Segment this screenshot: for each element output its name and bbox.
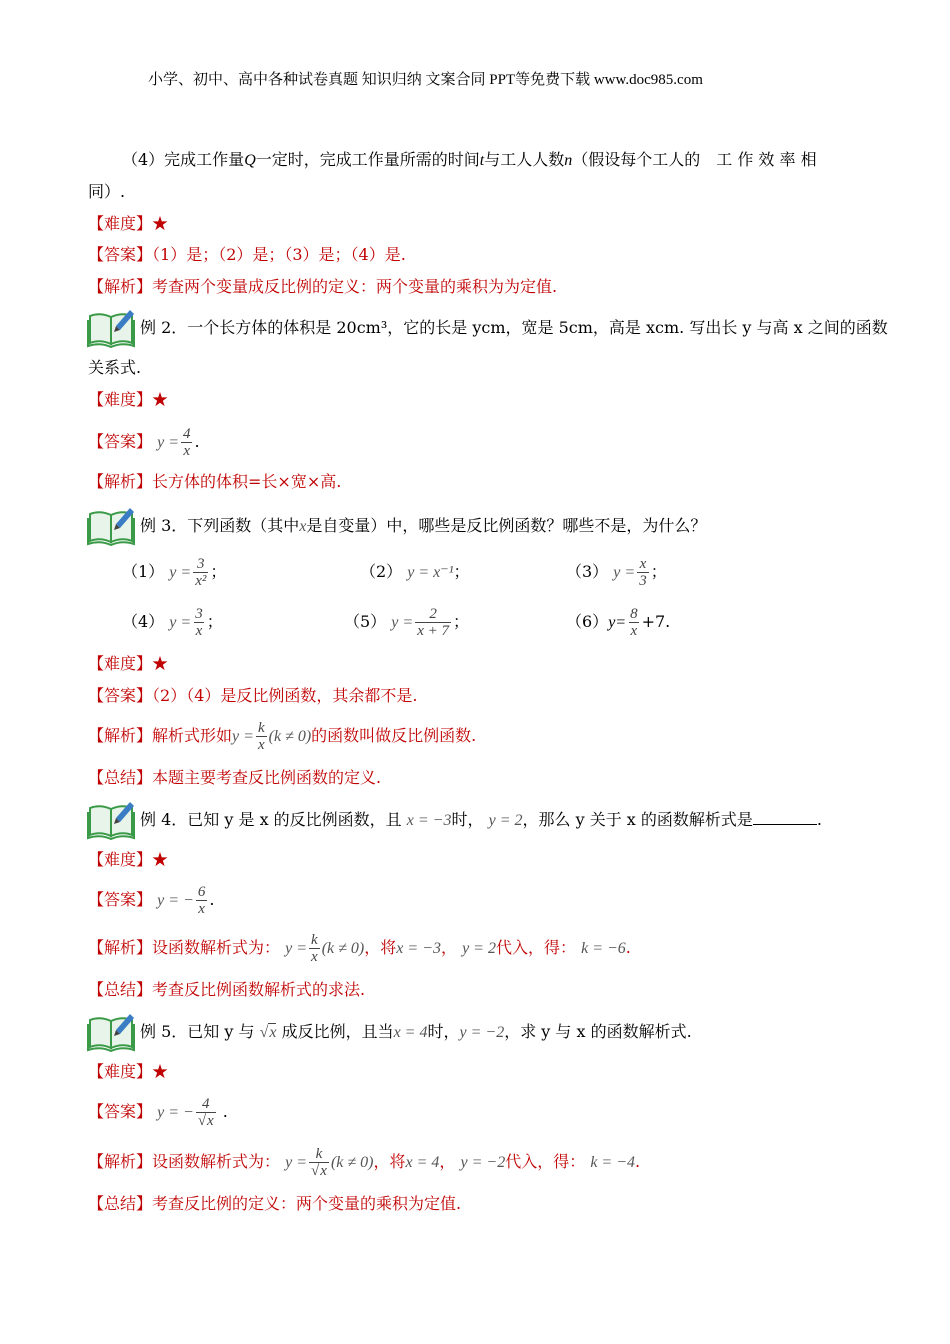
ex3-item-2 <box>360 562 470 583</box>
difficulty-label: 【难度】 <box>88 214 153 233</box>
ex4-analysis-a: 设函数解析式为： <box>152 938 281 957</box>
book-pen-icon <box>86 306 138 348</box>
ex5-analysis-lhs: y = <box>285 1154 308 1171</box>
ex5-analysis-e: . <box>635 1152 641 1171</box>
ex4-answer-fraction <box>196 884 208 917</box>
ex3-difficulty <box>88 654 168 674</box>
answer-label: 【答案】 <box>88 245 153 264</box>
fraction-numerator: k <box>315 1146 323 1162</box>
item-label: （2） <box>360 562 403 581</box>
item-expr: y = x⁻¹ <box>407 564 454 581</box>
ex4-analysis-b: ，将 <box>364 938 397 957</box>
ex5-summary-text: 考查反比例的定义：两个变量的乘积为定值. <box>152 1194 462 1213</box>
ex5-summary <box>88 1194 461 1214</box>
book-pen-icon <box>86 504 138 546</box>
ex5-title-d: ，求 y 与 x 的函数解析式. <box>504 1022 692 1041</box>
ex4-cond-x: x = −3 <box>406 812 452 829</box>
ex3-item-5 <box>344 602 469 643</box>
answer-label: 【答案】 <box>88 890 153 909</box>
ex4-analysis-x: x = −3 <box>396 940 441 957</box>
ex2-analysis-text: 长方体的体积=长×宽×高. <box>152 472 342 491</box>
star-icon: ★ <box>152 1062 169 1081</box>
ex1-answer <box>88 245 406 265</box>
fraction-numerator: k <box>311 932 318 948</box>
ex5-answer-fraction <box>196 1096 216 1129</box>
ex5-analysis-k: k = −4 <box>590 1154 636 1171</box>
answer-label: 【答案】 <box>88 686 153 705</box>
ex5-difficulty <box>88 1062 168 1082</box>
ex1-q-part-a: （4）完成工作量 <box>122 150 245 169</box>
item-tail: ； <box>650 562 667 581</box>
analysis-label: 【解析】 <box>88 726 153 745</box>
ex1-analysis <box>88 277 557 297</box>
ex4-analysis-k: k = −6 <box>581 940 626 957</box>
ex1-question-line1 <box>122 150 817 171</box>
ex1-q-part-d: （假设每个工人的 工 作 效 率 相 <box>572 150 817 169</box>
item-fraction <box>193 606 205 639</box>
ex5-sqrt: √x <box>259 1024 277 1041</box>
ex1-q-var-n: n <box>564 152 573 169</box>
item-label: （4） <box>122 612 165 631</box>
summary-label: 【总结】 <box>88 1194 153 1213</box>
ex4-answer: 【答案】 y = − $\frac{6}{x}$ . <box>88 884 215 917</box>
ex5-cond-y: y = −2 <box>459 1024 505 1041</box>
item-label: （5） <box>344 612 387 631</box>
ex5-analysis-a: 设函数解析式为： <box>152 1152 281 1171</box>
ex4-title-d: . <box>816 810 823 829</box>
ex3-item-6 <box>566 602 670 643</box>
star-icon: ★ <box>152 850 169 869</box>
item-label: （6） <box>566 612 609 631</box>
ex5-analysis-b: ，将 <box>373 1152 406 1171</box>
fraction-denominator: x + 7 <box>417 623 449 639</box>
ex5-analysis-cond: (k ≠ 0) <box>330 1154 374 1171</box>
ex5-analysis-fraction <box>309 1146 329 1179</box>
fraction-denominator: x <box>195 623 203 639</box>
ex2-title: 例 2．一个长方体的体积是 20cm³，它的长是 ycm，宽是 5cm，高是 xcm. 写出长 y 与高 x 之间的函数 <box>140 318 888 337</box>
page-header[interactable]: 小学、初中、高中各种试卷真题 知识归纳 文案合同 PPT等免费下载 www.doc985.com <box>148 72 703 88</box>
fraction-numerator: 6 <box>197 884 206 900</box>
item-tail: ； <box>206 612 223 631</box>
ex3-analysis-fraction <box>256 720 267 753</box>
fraction-numerator: 4 <box>202 1096 210 1112</box>
ex5-analysis-x: x = 4 <box>405 1154 440 1171</box>
item-fraction <box>637 556 649 589</box>
ex5-title <box>140 1022 692 1043</box>
analysis-label: 【解析】 <box>88 938 153 957</box>
ex3-title <box>140 516 706 537</box>
ex3-answer <box>88 686 417 706</box>
star-icon: ★ <box>152 654 169 673</box>
fraction-denominator: x <box>630 623 638 639</box>
item-lhs: y = <box>613 564 636 581</box>
ex5-analysis <box>88 1142 640 1183</box>
fraction-numerator: x <box>639 556 647 572</box>
ex5-analysis-d: 代入，得： <box>505 1152 586 1171</box>
ex4-title <box>140 810 822 831</box>
difficulty-label: 【难度】 <box>88 1062 153 1081</box>
ex4-title-a: 例 4．已知 y 是 x 的反比例函数，且 <box>140 810 402 829</box>
ex5-analysis-y: y = −2 <box>460 1154 506 1171</box>
ex5-answer: 【答案】 y = − $\frac{4}{√x}$ . <box>88 1096 228 1129</box>
ex4-analysis-lhs: y = <box>285 940 308 957</box>
ex3-item-3 <box>566 552 667 593</box>
book-pen-icon <box>86 1010 138 1052</box>
fraction-denominator: x <box>257 737 265 753</box>
ex4-analysis-y: y = 2 <box>462 940 496 957</box>
item-tail: ； <box>452 612 469 631</box>
fraction-numerator: 3 <box>197 556 205 572</box>
ex1-difficulty <box>88 214 168 234</box>
ex2-answer-fraction <box>181 426 193 459</box>
ex4-summary <box>88 980 365 1000</box>
item-lhs: y = <box>391 614 414 631</box>
answer-label: 【答案】 <box>88 1102 153 1121</box>
fraction-numerator: 4 <box>183 426 191 442</box>
summary-label: 【总结】 <box>88 768 153 787</box>
ex2-title-line2: 关系式. <box>88 358 142 377</box>
item-label: （3） <box>566 562 609 581</box>
ex1-analysis-text: 考查两个变量成反比例的定义：两个变量的乘积为为定值. <box>152 277 558 296</box>
ex4-title-b: 时， <box>451 810 484 829</box>
item-tail: ； <box>453 562 470 581</box>
fraction-denominator: x <box>198 901 205 917</box>
difficulty-label: 【难度】 <box>88 654 153 673</box>
sqrt-radicand: x <box>269 1024 277 1041</box>
ex2-difficulty <box>88 390 168 410</box>
ex4-analysis-cond: (k ≠ 0) <box>321 940 365 957</box>
ex3-item-1 <box>122 552 226 593</box>
ex5-title-b: 成反比例，且当 <box>281 1022 394 1041</box>
summary-label: 【总结】 <box>88 980 153 999</box>
ex4-analysis-c: ， <box>440 938 457 957</box>
ex4-title-c: ，那么 y 关于 x 的函数解析式是 <box>522 810 753 829</box>
ex1-answer-text: （1）是；（2）是；（3）是；（4）是. <box>152 245 406 264</box>
item-fraction <box>415 606 451 639</box>
ex5-title-c: 时， <box>427 1022 460 1041</box>
star-icon: ★ <box>152 390 169 409</box>
ex4-analysis-fraction <box>309 932 320 965</box>
ex1-q-part-b: 一定时，完成工作量所需的时间 <box>255 150 480 169</box>
ex3-summary <box>88 768 381 788</box>
fraction-denominator: √x <box>197 1113 214 1129</box>
difficulty-label: 【难度】 <box>88 390 153 409</box>
sqrt-radicand: x <box>320 1163 327 1179</box>
analysis-label: 【解析】 <box>88 472 153 491</box>
item-lhs: y= <box>608 614 627 631</box>
fraction-numerator: 2 <box>429 606 437 622</box>
star-icon: ★ <box>152 214 169 233</box>
ex3-analysis-a: 解析式形如 <box>152 726 233 745</box>
ex4-analysis <box>88 928 631 969</box>
ex4-analysis-d: 代入，得： <box>495 938 576 957</box>
item-fraction <box>193 556 208 589</box>
ex3-summary-text: 本题主要考查反比例函数的定义. <box>152 768 382 787</box>
answer-label: 【答案】 <box>88 432 153 451</box>
ex1-question-line2: 同）. <box>88 182 126 201</box>
ex3-title-a: 例 3．下列函数（其中 <box>140 516 300 535</box>
item-lhs: y = <box>169 614 192 631</box>
ex3-answer-text: （2）（4）是反比例函数，其余都不是. <box>152 686 418 705</box>
fraction-numerator: 8 <box>630 606 638 622</box>
ex3-item-4 <box>122 602 223 643</box>
ex5-analysis-c: ， <box>439 1152 456 1171</box>
difficulty-label: 【难度】 <box>88 850 153 869</box>
ex3-analysis-cond: (k ≠ 0) <box>268 728 312 745</box>
ex5-cond-x: x = 4 <box>393 1024 428 1041</box>
ex4-difficulty <box>88 850 168 870</box>
ex2-answer-lhs: y = <box>157 434 180 451</box>
ex3-analysis-lhs: y = <box>232 728 254 745</box>
fraction-numerator: 3 <box>195 606 203 622</box>
book-pen-icon <box>86 798 138 840</box>
sqrt-radicand: x <box>207 1113 214 1129</box>
ex3-analysis-b: 的函数叫做反比例函数. <box>311 726 477 745</box>
fraction-numerator: k <box>257 720 265 736</box>
ex1-q-var-q: Q <box>244 152 256 169</box>
ex3-title-x: x <box>299 518 307 535</box>
ex3-title-b: 是自变量）中，哪些是反比例函数？哪些不是，为什么？ <box>306 516 707 535</box>
ex1-q-part-c: 与工人人数 <box>484 150 565 169</box>
analysis-label: 【解析】 <box>88 277 153 296</box>
item-fraction <box>628 606 640 639</box>
fraction-denominator: x² <box>195 573 207 589</box>
ex4-analysis-e: . <box>625 938 631 957</box>
ex1-q-var-t: t <box>479 152 485 169</box>
ex4-summary-text: 考查反比例函数解析式的求法. <box>152 980 366 999</box>
item-label: （1） <box>122 562 165 581</box>
ex3-analysis <box>88 716 476 757</box>
item-tail: ； <box>210 562 227 581</box>
item-lhs: y = <box>169 564 192 581</box>
ex4-answer-lhs: y = − <box>157 892 194 909</box>
ex5-answer-lhs: y = − <box>157 1104 194 1121</box>
analysis-label: 【解析】 <box>88 1152 153 1171</box>
ex5-title-a: 例 5．已知 y 与 <box>140 1022 255 1041</box>
ex2-answer: 【答案】 y = $\frac{4}{x}$ . <box>88 426 200 459</box>
fraction-denominator: x <box>311 949 318 965</box>
fraction-denominator: x <box>183 443 191 459</box>
ex2-analysis <box>88 472 341 492</box>
item-tail: +7. <box>641 612 671 631</box>
ex4-cond-y: y = 2 <box>488 812 523 829</box>
fraction-denominator: √x <box>311 1163 327 1179</box>
answer-blank[interactable] <box>753 810 817 825</box>
fraction-denominator: 3 <box>639 573 647 589</box>
